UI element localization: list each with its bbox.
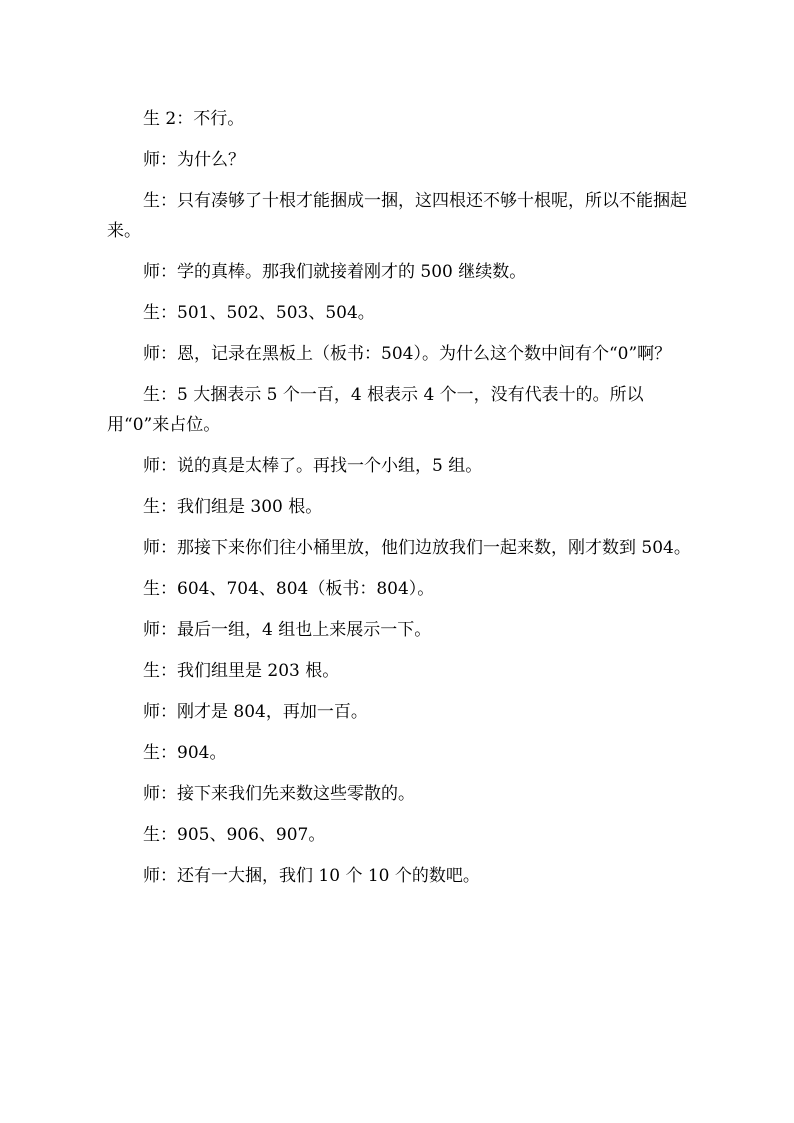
paragraph: 师：说的真是太棒了。再找一个小组，5 组。 — [143, 456, 483, 476]
paragraph: 生：905、906、907。 — [143, 825, 326, 845]
paragraph: 生：只有凑够了十根才能捆成一捆，这四根还不够十根呢，所以不能捆起来。 — [107, 191, 687, 241]
paragraph: 师：最后一组，4 组也上来展示一下。 — [143, 620, 432, 640]
paragraph: 师：学的真棒。那我们就接着刚才的 500 继续数。 — [143, 262, 527, 282]
paragraph: 师：那接下来你们往小桶里放，他们边放我们一起来数，刚才数到 504。 — [143, 538, 691, 558]
paragraph: 生 2：不行。 — [143, 109, 245, 129]
paragraph: 师：恩，记录在黑板上（板书：504）。为什么这个数中间有个“0”啊？ — [143, 344, 672, 364]
paragraph: 生：我们组里是 203 根。 — [143, 661, 340, 681]
paragraph: 生：604、704、804（板书：804）。 — [143, 579, 435, 599]
paragraph: 师：刚才是 804，再加一百。 — [143, 702, 368, 722]
paragraph: 师：接下来我们先来数这些零散的。 — [143, 784, 415, 804]
paragraph: 生：我们组是 300 根。 — [143, 497, 323, 517]
document-body — [107, 104, 692, 902]
paragraph: 师：还有一大捆，我们 10 个 10 个的数吧。 — [143, 866, 480, 886]
paragraph: 生：501、502、503、504。 — [143, 303, 375, 323]
paragraph: 生：904。 — [143, 743, 227, 763]
paragraph: 生：5 大捆表示 5 个一百，4 根表示 4 个一，没有代表十的。所以用“0”来占位。 — [107, 385, 644, 435]
paragraph: 师：为什么？ — [143, 150, 245, 170]
